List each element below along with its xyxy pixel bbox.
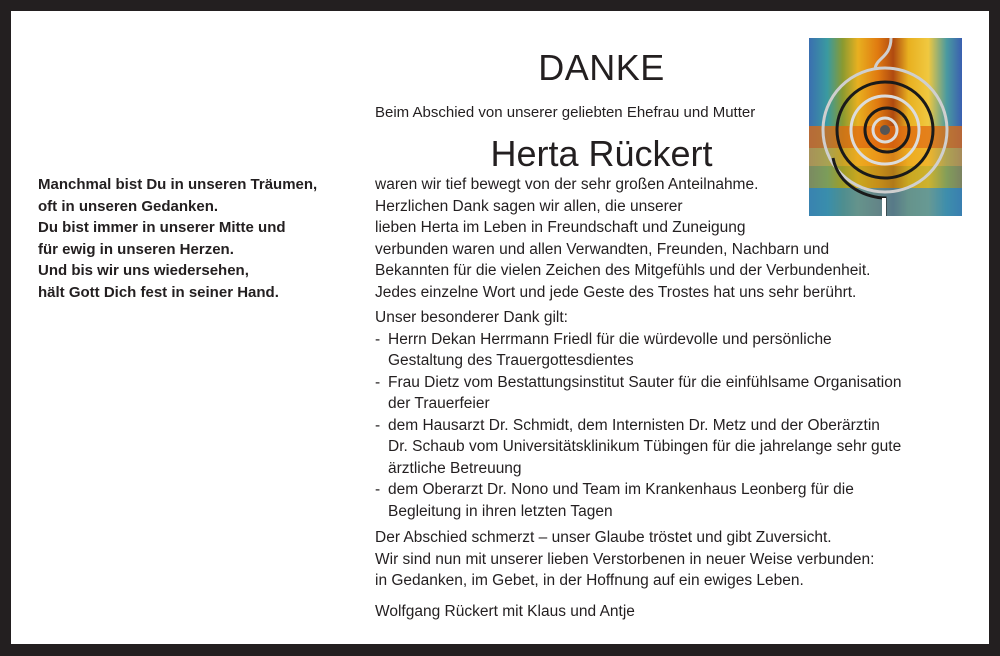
thanks-list-item	[375, 415, 901, 480]
title-danke: DANKE	[538, 47, 665, 88]
dash-bullet: -	[375, 330, 381, 348]
thanks-list-item	[375, 372, 901, 415]
dash-bullet: -	[375, 373, 381, 391]
list-line: der Trauerfeier	[388, 395, 490, 412]
paragraph-line: waren wir tief bewegt von der sehr großen Anteilnahme.	[375, 176, 759, 193]
paragraph-line: Bekannten für die vielen Zeichen des Mitgefühls und der Verbundenheit.	[375, 262, 871, 279]
closing-line: Wir sind nun mit unserer lieben Verstorbenen in neuer Weise verbunden:	[375, 550, 875, 568]
special-thanks-heading: Unser besonderer Dank gilt:	[375, 309, 568, 326]
closing-line: Der Abschied schmerzt – unser Glaube tröstet und gibt Zuversicht.	[375, 529, 832, 546]
deceased-name: Herta Rückert	[490, 133, 713, 174]
thanks-list-item	[375, 329, 901, 372]
list-line: Gestaltung des Trauergottesdientes	[388, 352, 634, 369]
paragraph-line: verbunden waren und allen Verwandten, Freunden, Nachbarn und	[375, 240, 830, 258]
intro-line: Beim Abschied von unserer geliebten Ehefrau und Mutter	[375, 104, 756, 121]
poem-line: Manchmal bist Du in unseren Träumen,	[38, 176, 318, 193]
paragraph-line: Jedes einzelne Wort und jede Geste des Trostes hat uns sehr berührt.	[375, 283, 857, 301]
poem-line: Und bis wir uns wiedersehen,	[38, 262, 249, 279]
special-thanks	[375, 307, 901, 522]
paragraph-line: lieben Herta im Leben in Freundschaft und Zuneigung	[375, 219, 746, 236]
poem-line: für ewig in unseren Herzen.	[38, 240, 234, 258]
closing-line: in Gedanken, im Gebet, in der Hoffnung auf ein ewiges Leben.	[375, 572, 804, 589]
list-line: dem Oberarzt Dr. Nono und Team im Krankenhaus Leonberg für die	[388, 481, 854, 498]
closing-paragraph	[375, 527, 874, 592]
paragraph-line: Herzlichen Dank sagen wir allen, die unserer	[375, 197, 683, 215]
thanks-list-item	[375, 479, 901, 522]
list-line: ärztliche Betreuung	[388, 459, 522, 477]
poem-line: hält Gott Dich fest in seiner Hand.	[38, 283, 279, 301]
thanks-paragraph	[375, 174, 870, 303]
obituary-card	[11, 11, 989, 644]
list-line: dem Hausarzt Dr. Schmidt, dem Internisten Dr. Metz und der Oberärztin	[388, 416, 880, 434]
poem-line: oft in unseren Gedanken.	[38, 197, 219, 215]
list-line: Dr. Schaub vom Universitätsklinikum Tübingen für die jahrelange sehr gute	[388, 438, 902, 455]
dash-bullet: -	[375, 416, 381, 434]
poem-line: Du bist immer in unserer Mitte und	[38, 219, 286, 236]
list-line: Begleitung in ihren letzten Tagen	[388, 502, 613, 520]
dash-bullet: -	[375, 481, 381, 498]
list-line: Herrn Dekan Herrmann Friedl für die würdevolle und persönliche	[388, 330, 832, 348]
poem	[38, 174, 317, 303]
list-line: Frau Dietz vom Bestattungsinstitut Sauter für die einfühlsame Organisation	[388, 373, 902, 391]
signature: Wolfgang Rückert mit Klaus und Antje	[375, 603, 635, 620]
